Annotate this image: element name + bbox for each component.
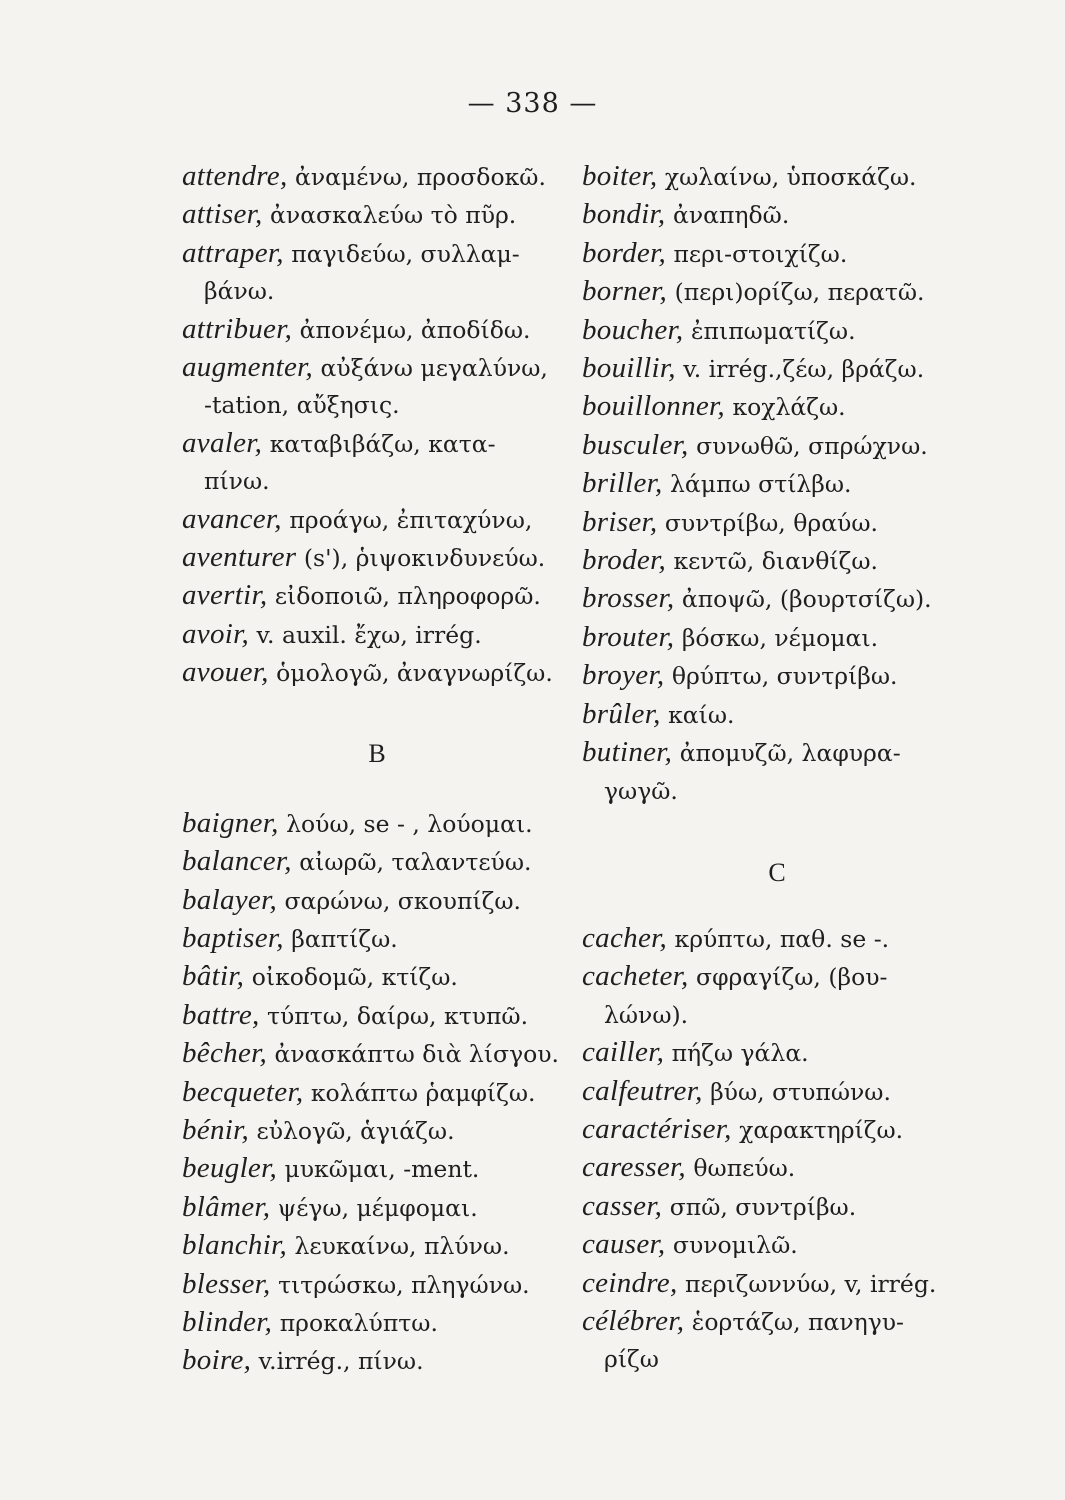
dictionary-entry [182,1227,572,1265]
dictionary-entry [182,920,572,958]
entry-translation: v. auxil. ἔχω, irrég. [249,620,482,649]
entry-translation: ἀνασκαλεύω τὸ πῦρ. [262,201,517,230]
entry-translation: θρύπτω, συντρίβω. [664,662,898,691]
entry-translation: χωλαίνω, ὑποσκάζω. [657,163,917,191]
dictionary-entry [182,539,572,577]
dictionary-entry [182,843,572,881]
dictionary-entry [582,696,972,734]
entry-headword: célébrer, [582,1304,685,1337]
entry-translation: τύπτω, δαίρω, κτυπῶ. [259,1001,529,1030]
entry-translation: οἰκοδομῶ, κτίζω. [244,963,458,992]
entry-headword: attendre, [182,160,288,192]
entry-translation: σφραγίζω, (βου- [688,963,888,992]
dictionary-entry [582,158,972,196]
entry-translation: συντρίβω, θραύω. [657,508,878,537]
dictionary-entry [182,196,572,234]
entry-headword: briller, [582,467,663,500]
entry-translation: -tation, αὔξησις. [204,391,400,420]
section-letter-c: C [768,857,786,887]
entry-headword: ceindre, [582,1266,678,1299]
entry-headword: aventurer [182,541,297,574]
dictionary-entry [582,958,972,996]
entry-translation: κεντῶ, διανθίζω. [666,547,878,576]
entry-translation: καταβιβάζω, κατα- [262,429,496,458]
dictionary-entry [182,1304,572,1342]
entry-translation: ἀπονέμω, ἀποδίδω. [292,315,531,344]
entry-translation: v. irrég.,ζέω, βράζω. [675,355,925,384]
entry-headword: butiner, [582,736,673,769]
entry-headword: broyer, [582,659,665,692]
entry-headword: caractériser, [582,1112,732,1145]
entry-translation: βύω, στυπώνω. [702,1077,891,1106]
entry-headword: causer, [582,1228,666,1261]
dictionary-entry [582,773,972,810]
dictionary-entry [582,1303,972,1341]
dictionary-entry [182,235,572,273]
entry-translation: ἀποψῶ, (βουρτσίζω). [674,585,932,614]
entry-headword: balancer, [182,845,292,878]
dictionary-entry [182,1112,572,1150]
entry-translation: χαρακτηρίζω. [731,1115,904,1144]
page-number: — 338 — [467,88,598,119]
dictionary-entry [182,273,572,310]
entry-translation: κολάπτω ῥαμφίζω. [303,1078,536,1107]
entry-headword: baptiser, [182,921,284,954]
entry-headword: border, [582,236,667,269]
entry-translation: ρίζω [604,1345,659,1374]
dictionary-entry [582,657,972,695]
entry-headword: becqueter, [182,1075,304,1108]
entries-a [182,158,572,693]
right-column [582,158,972,1379]
entry-headword: boire, [182,1344,252,1377]
entry-translation: ἀπομυζῶ, λαφυρα- [672,739,901,768]
entry-translation: λούω, se - , λούομαι. [278,809,533,838]
entry-headword: borner, [582,275,668,308]
entry-translation: κοχλάζω. [724,393,846,422]
dictionary-entry [182,1150,572,1188]
dictionary-entry [582,542,972,580]
entry-headword: boiter, [582,160,658,192]
entry-headword: bondir, [582,198,666,231]
entry-translation: κρύπτω, παθ. se -. [667,924,890,953]
entry-headword: battre, [182,998,260,1031]
dictionary-entry [182,1035,572,1073]
entry-headword: brûler, [582,697,661,730]
dictionary-entry [582,1341,972,1378]
dictionary-entry [182,387,572,424]
entry-headword: cailler, [582,1036,665,1069]
dictionary-entry [182,311,572,349]
entry-translation: προκαλύπτω. [272,1308,438,1337]
entry-translation: αὐξάνω μεγαλύνω, [313,354,548,383]
section-letter-b: B [368,738,386,768]
dictionary-entry [582,388,972,426]
entry-headword: avaler, [182,426,263,459]
entry-headword: bénir, [182,1113,250,1146]
dictionary-entry [182,616,572,654]
entry-translation: v.irrég., πίνω. [251,1347,424,1376]
entry-headword: beugler, [182,1152,278,1185]
entry-headword: bouillonner, [582,390,725,423]
entry-translation: συνομιλῶ. [665,1231,798,1260]
entry-headword: bouillir, [582,352,676,385]
entry-headword: bâtir, [182,960,245,993]
entry-translation: (περι)ορίζω, περατῶ. [667,278,925,307]
dictionary-entry [182,158,572,196]
dictionary-entry [582,465,972,503]
entry-headword: calfeutrer, [582,1074,703,1107]
dictionary-entry [182,1342,572,1380]
dictionary-entry [182,425,572,463]
entry-translation: ἀναμένω, προσδοκῶ. [287,163,546,191]
dictionary-entry [582,1149,972,1187]
dictionary-entry [182,1266,572,1304]
dictionary-entry [182,463,572,500]
entry-translation: ἀναπηδῶ. [665,201,790,230]
dictionary-entry [582,920,972,958]
entry-translation: γωγῶ. [604,776,678,805]
dictionary-entry [182,501,572,539]
entry-headword: brouter, [582,620,675,653]
entry-translation: πήζω γάλα. [664,1039,809,1068]
entry-translation: λευκαίνω, πλύνω. [287,1232,510,1261]
entry-headword: brosser, [582,582,675,615]
entries-b-continued [582,158,972,810]
entry-translation: σαρώνω, σκουπίζω. [277,886,521,915]
entry-translation: βόσκω, νέμομαι. [674,623,879,652]
dictionary-entry [182,997,572,1035]
entry-headword: baigner, [182,806,279,839]
entry-headword: busculer, [582,428,689,461]
dictionary-entry [582,1188,972,1226]
entry-translation: παγιδεύω, συλλαμ- [283,239,520,268]
dictionary-entry [582,1111,972,1149]
dictionary-entry [582,619,972,657]
dictionary-entry [582,1226,972,1264]
entry-headword: boucher, [582,313,684,346]
entry-translation: πίνω. [204,467,270,496]
dictionary-entry [582,1073,972,1111]
entry-headword: bêcher, [182,1037,268,1070]
entry-headword: briser, [582,505,658,538]
dictionary-entry [582,427,972,465]
dictionary-entry [182,805,572,843]
dictionary-entry [582,312,972,350]
entry-headword: attiser, [182,198,263,231]
entry-headword: avoir, [182,617,250,650]
dictionary-entry [582,580,972,618]
entry-translation: ὁμολογῶ, ἀναγνωρίζω. [268,659,553,688]
dictionary-entry [182,1074,572,1112]
dictionary-entry [582,350,972,388]
entry-headword: casser, [582,1189,663,1222]
entry-translation: τιτρώσκω, πληγώνω. [270,1270,530,1299]
entry-translation: ἀνασκάπτω διὰ λίσγου. [267,1040,560,1069]
entry-headword: attribuer, [182,312,293,345]
dictionary-entry [182,654,572,692]
entry-headword: cacheter, [582,960,689,993]
entry-translation: καίω. [660,700,735,729]
dictionary-entry [182,577,572,615]
entry-headword: avancer, [182,502,282,535]
entry-headword: blâmer, [182,1190,271,1223]
dictionary-entry [182,349,572,387]
entry-translation: προάγω, ἐπιταχύνω, [281,505,533,534]
dictionary-entry [582,734,972,772]
entry-headword: avouer, [182,656,269,689]
dictionary-entry [182,882,572,920]
entry-translation: εἰδοποιῶ, πληροφορῶ. [267,582,541,611]
entry-translation: βαπτίζω. [283,924,398,953]
entry-translation: βάνω. [204,277,275,306]
left-column [182,158,572,1381]
entry-translation: σπῶ, συντρίβω. [662,1192,857,1221]
entry-headword: attraper, [182,236,284,269]
entry-translation: εὐλογῶ, ἁγιάζω. [249,1116,455,1145]
entry-translation: λώνω). [604,1000,689,1029]
entry-translation: περι-στοιχίζω. [666,239,848,268]
entry-translation: (s'), ῥιψοκινδυνεύω. [296,544,546,573]
entry-headword: blinder, [182,1305,273,1338]
dictionary-entry [582,235,972,273]
entry-translation: ψέγω, μέμφομαι. [270,1193,478,1222]
entry-translation: αἰωρῶ, ταλαντεύω. [291,848,532,877]
entry-translation: θωπεύω. [685,1154,796,1183]
entry-translation: ἐπιπωματίζω. [683,316,856,345]
dictionary-entry [582,504,972,542]
entry-translation: συνωθῶ, σπρώχνω. [688,431,928,460]
entry-headword: blesser, [182,1267,271,1300]
entry-headword: avertir, [182,579,268,612]
entry-translation: περιζωννύω, v, irrég. [677,1269,937,1298]
dictionary-entry [582,997,972,1034]
entry-headword: balayer, [182,883,278,916]
entry-headword: augmenter, [182,351,314,384]
entry-headword: cacher, [582,921,668,954]
entry-translation: ἑορτάζω, πανηγυ- [684,1307,904,1336]
entry-translation: λάμπω στίλβω. [662,470,852,499]
dictionary-entry [582,1034,972,1072]
dictionary-entry [582,196,972,234]
dictionary-entry [182,1189,572,1227]
entries-b [182,805,572,1381]
dictionary-entry [182,958,572,996]
dictionary-entry [582,1265,972,1303]
dictionary-entry [582,273,972,311]
entry-headword: blanchir, [182,1229,288,1262]
entry-headword: broder, [582,544,667,577]
entries-c [582,920,972,1379]
entry-headword: caresser, [582,1151,686,1184]
entry-translation: μυκῶμαι, -ment. [277,1155,480,1184]
